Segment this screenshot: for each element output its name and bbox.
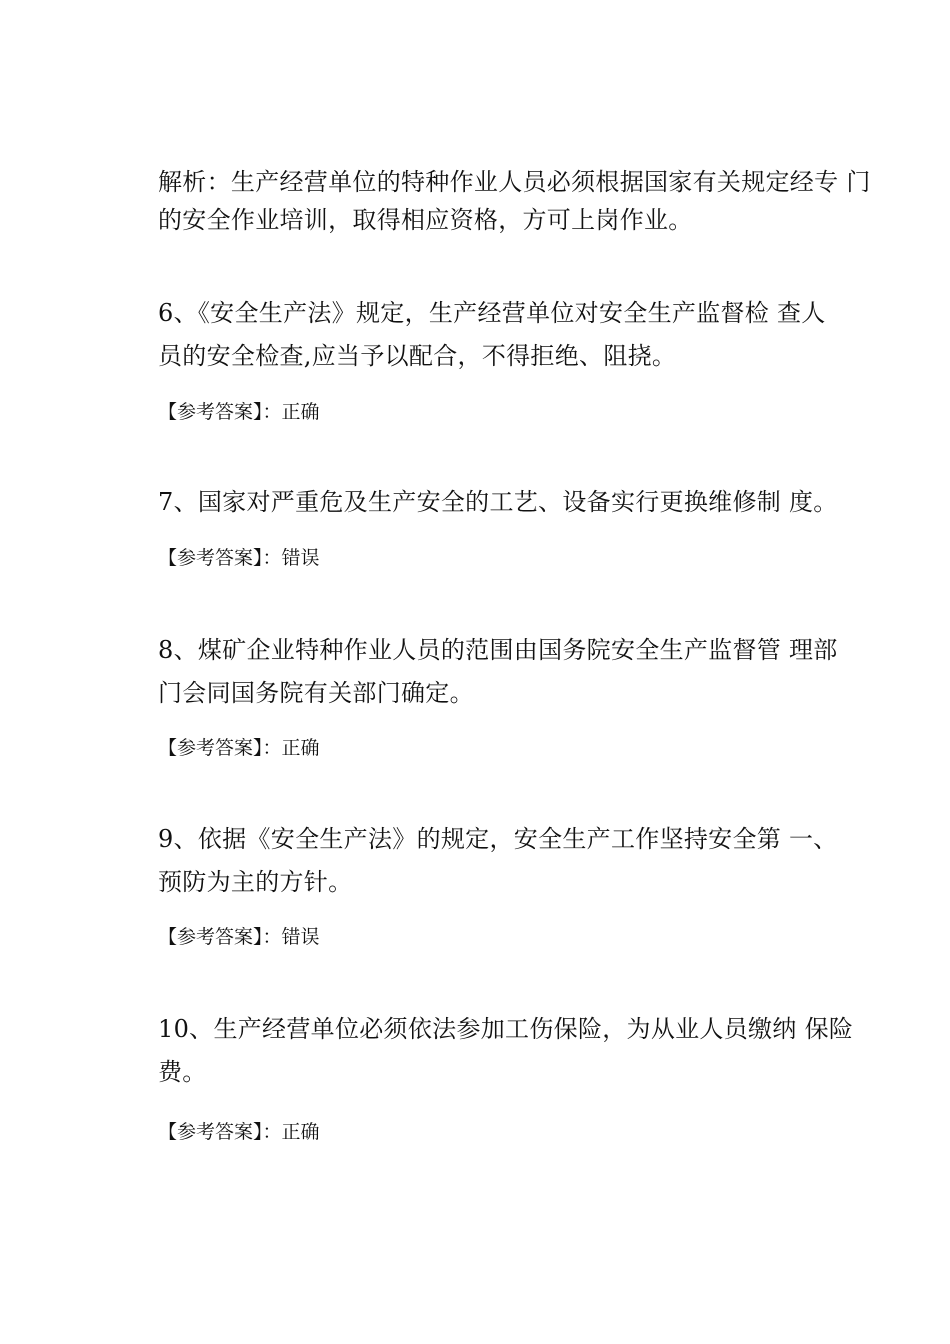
analysis-text-line: 解析：生产经营单位的特种作业人员必须根据国家有关规定经专 门	[158, 168, 871, 196]
reference-answer: 【参考答案】：错误	[158, 547, 320, 569]
question-text-line: 门会同国务院有关部门确定。	[158, 679, 474, 707]
question-text-line: 预防为主的方针。	[158, 868, 353, 896]
question-text-line: 6、《安全生产法》规定，生产经营单位对安全生产监督检 查人	[158, 299, 826, 327]
question-text-line: 10、生产经营单位必须依法参加工伤保险，为从业人员缴纳 保险	[158, 1015, 854, 1043]
question-text-line: 8、煤矿企业特种作业人员的范围由国务院安全生产监督管 理部	[158, 636, 838, 664]
analysis-text-line: 的安全作业培训，取得相应资格，方可上岗作业。	[158, 206, 693, 234]
question-text-line: 费。	[158, 1058, 207, 1086]
question-text-line: 员的安全检查,应当予以配合，不得拒绝、阻挠。	[158, 342, 677, 370]
reference-answer: 【参考答案】：错误	[158, 926, 320, 948]
reference-answer: 【参考答案】：正确	[158, 737, 320, 759]
question-text-line: 7、国家对严重危及生产安全的工艺、设备实行更换维修制 度。	[158, 488, 838, 516]
reference-answer: 【参考答案】：正确	[158, 401, 320, 423]
reference-answer: 【参考答案】：正确	[158, 1121, 320, 1143]
question-text-line: 9、依据《安全生产法》的规定，安全生产工作坚持安全第 一、	[158, 825, 838, 853]
